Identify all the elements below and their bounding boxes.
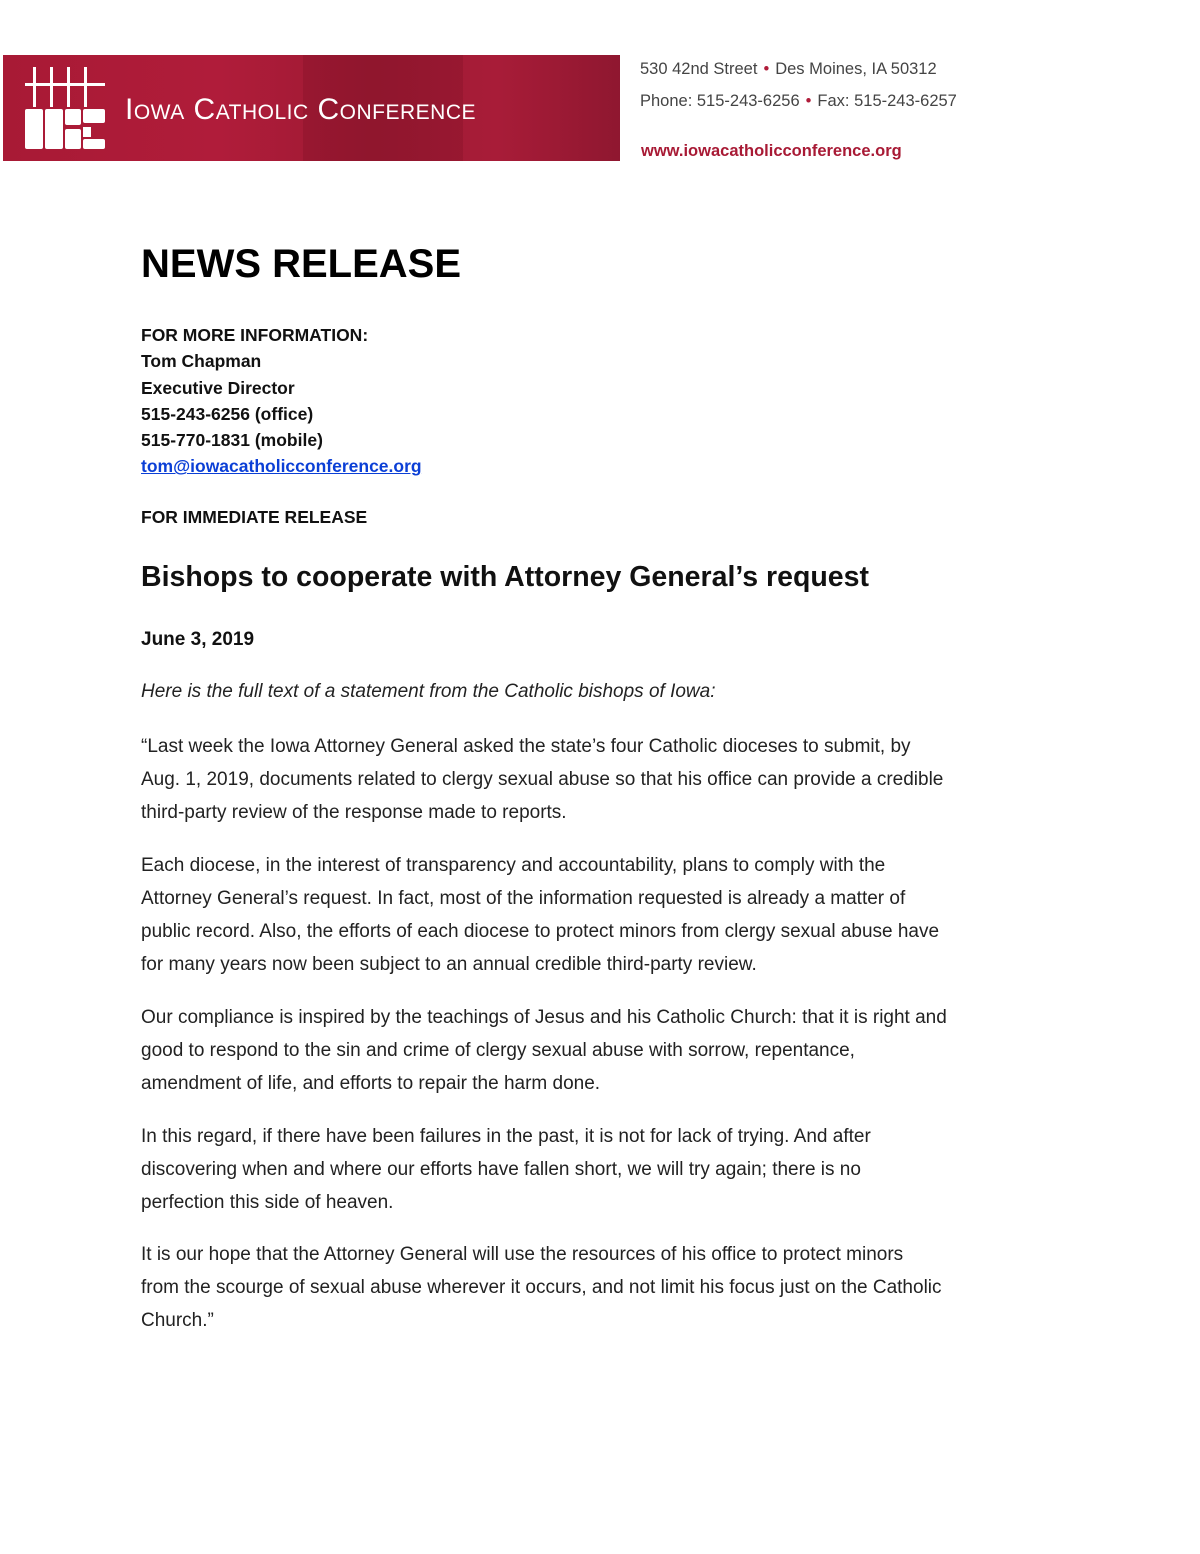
bullet: • [763, 60, 770, 78]
website-link[interactable]: www.iowacatholicconference.org [641, 142, 902, 160]
paragraph-line: good to respond to the sin and crime of clergy sexual abuse with sorrow, repentance, [141, 1040, 855, 1061]
email-link[interactable]: tom@iowacatholicconference.org [141, 456, 422, 477]
paragraph-line: amendment of life, and efforts to repair the harm done. [141, 1073, 601, 1094]
icc-logo-icon [25, 67, 111, 149]
phone-line [640, 92, 957, 111]
mobile-phone: 515-770-1831 (mobile) [141, 430, 323, 451]
org-name: Iowa Catholic Conference [125, 93, 477, 126]
phone: Phone: 515-243-6256 [640, 92, 800, 110]
page-title: NEWS RELEASE [141, 242, 462, 286]
paragraph-line: for many years now been subject to an annual credible third-party review. [141, 954, 757, 975]
letterhead-banner [3, 55, 620, 161]
info-label: FOR MORE INFORMATION: [141, 325, 369, 345]
paragraph-line: In this regard, if there have been failures in the past, it is not for lack of trying. And after [141, 1126, 871, 1147]
paragraph-line: Attorney General’s request. In fact, most of the information requested is already a matter of [141, 888, 906, 909]
body-paragraph [141, 1001, 947, 1100]
bullet: • [805, 92, 812, 110]
address-city: Des Moines, IA 50312 [775, 60, 937, 78]
paragraph-line: Aug. 1, 2019, documents related to clergy sexual abuse so that his office can provide a credible [141, 769, 944, 790]
contact-name: Tom Chapman [141, 351, 262, 372]
body-paragraph [141, 1238, 942, 1337]
address-street: 530 42nd Street [640, 60, 758, 78]
contact-title: Executive Director [141, 377, 295, 398]
office-phone: 515-243-6256 (office) [141, 403, 314, 424]
body-paragraph [141, 1120, 871, 1219]
paragraph-line: from the scourge of sexual abuse wherever it occurs, and not limit his focus just on the Catholic [141, 1277, 942, 1298]
body-paragraph [141, 849, 939, 981]
intro-text: Here is the full text of a statement from the Catholic bishops of Iowa: [141, 681, 716, 702]
paragraph-line: It is our hope that the Attorney General will use the resources of his office to protect minors [141, 1244, 904, 1265]
release-date: June 3, 2019 [141, 629, 255, 650]
headline: Bishops to cooperate with Attorney General’s request [141, 561, 869, 593]
contact-info [141, 322, 422, 480]
paragraph-line: perfection this side of heaven. [141, 1192, 394, 1213]
address-line [640, 60, 937, 79]
paragraph-line: third-party review of the response made to reports. [141, 802, 567, 823]
release-type: FOR IMMEDIATE RELEASE [141, 507, 368, 527]
paragraph-line: “Last week the Iowa Attorney General asked the state’s four Catholic dioceses to submit, by [141, 736, 911, 757]
paragraph-line: discovering when and where our efforts have fallen short, we will try again; there is no [141, 1159, 861, 1180]
fax: Fax: 515-243-6257 [817, 92, 957, 110]
paragraph-line: Church.” [141, 1310, 214, 1331]
body-paragraph [141, 730, 943, 829]
paragraph-line: Each diocese, in the interest of transparency and accountability, plans to comply with the [141, 855, 886, 876]
paragraph-line: public record. Also, the efforts of each diocese to protect minors from clergy sexual abuse have [141, 921, 940, 942]
paragraph-line: Our compliance is inspired by the teachings of Jesus and his Catholic Church: that it is right and [141, 1007, 947, 1028]
